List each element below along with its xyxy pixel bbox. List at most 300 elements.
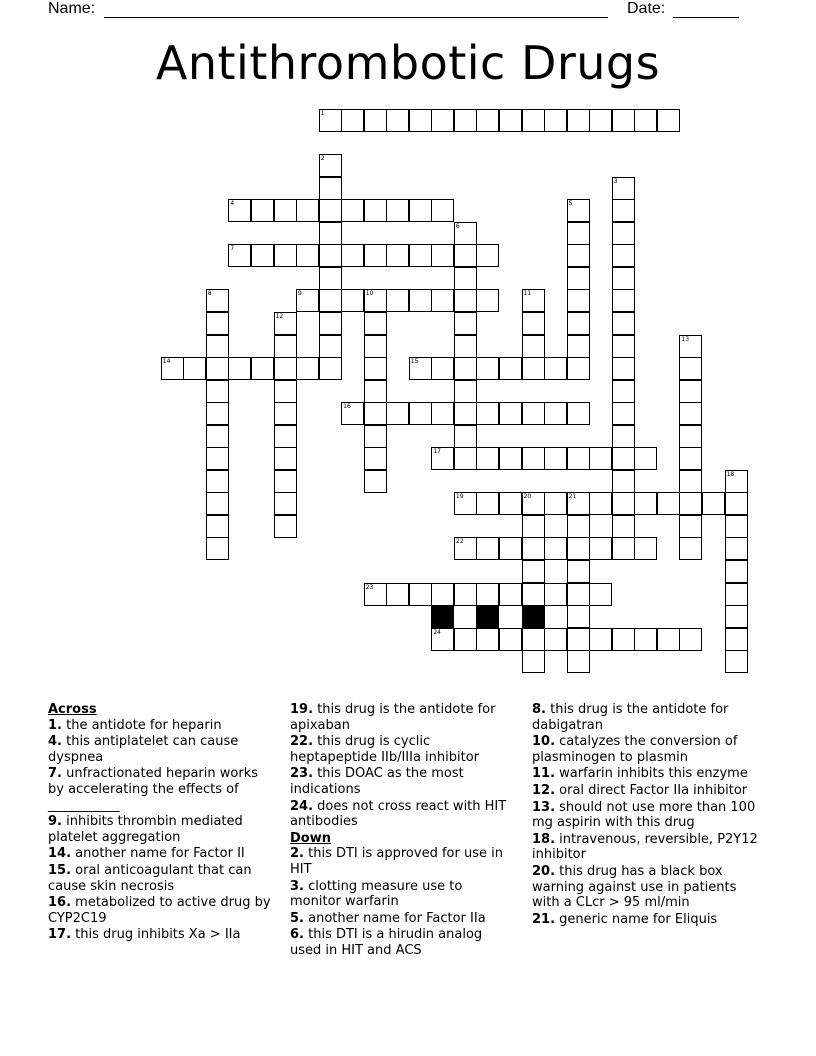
grid-cell[interactable] <box>341 199 364 222</box>
grid-cell[interactable] <box>476 289 499 312</box>
grid-cell[interactable] <box>544 357 567 380</box>
grid-cell[interactable] <box>725 583 748 606</box>
grid-cell[interactable] <box>251 357 274 380</box>
grid-cell[interactable] <box>476 492 499 515</box>
grid-cell[interactable] <box>567 402 590 425</box>
grid-cell[interactable] <box>679 380 702 403</box>
grid-cell[interactable] <box>679 357 702 380</box>
clue-number-label: 22. <box>290 734 314 750</box>
grid-cell[interactable] <box>386 289 409 312</box>
grid-cell[interactable] <box>454 357 477 380</box>
clue-number: 22 <box>455 538 464 546</box>
grid-cell[interactable] <box>341 109 364 132</box>
grid-cell[interactable] <box>634 109 657 132</box>
clue-item <box>48 814 273 845</box>
grid-cell[interactable] <box>341 244 364 267</box>
grid-cell[interactable] <box>612 515 635 538</box>
grid-cell[interactable] <box>364 470 387 493</box>
clue-number: 20 <box>523 493 532 501</box>
grid-cell[interactable] <box>206 492 229 515</box>
grid-cell[interactable] <box>409 289 432 312</box>
clue-item <box>532 702 767 733</box>
grid-cell[interactable] <box>476 357 499 380</box>
grid-cell[interactable] <box>206 425 229 448</box>
clue-item <box>48 895 273 926</box>
clue-number: 9 <box>298 290 302 298</box>
grid-cell[interactable] <box>725 628 748 651</box>
grid-cell[interactable] <box>386 583 409 606</box>
grid-cell[interactable] <box>161 357 184 380</box>
grid-cell[interactable] <box>522 583 545 606</box>
grid-cell[interactable] <box>612 177 635 200</box>
grid-cell[interactable] <box>612 109 635 132</box>
clues-column-3 <box>532 702 767 928</box>
grid-cell[interactable] <box>544 402 567 425</box>
grid-cell[interactable] <box>183 357 206 380</box>
grid-cell[interactable] <box>274 425 297 448</box>
grid-cell[interactable] <box>454 402 477 425</box>
grid-cell[interactable] <box>319 357 342 380</box>
grid-cell[interactable] <box>567 583 590 606</box>
grid-cell[interactable] <box>544 109 567 132</box>
clue-number: 24 <box>433 628 441 636</box>
grid-cell[interactable] <box>431 244 454 267</box>
clue-number: 5 <box>568 200 573 208</box>
grid-cell[interactable] <box>589 492 612 515</box>
grid-cell[interactable] <box>657 109 680 132</box>
clue-item <box>290 846 515 877</box>
clue-text: this DOAC as the most indications <box>290 766 464 797</box>
grid-cell[interactable] <box>319 289 342 312</box>
grid-cell[interactable] <box>409 402 432 425</box>
grid-cell[interactable] <box>544 583 567 606</box>
grid-cell[interactable] <box>612 628 635 651</box>
grid-cell[interactable] <box>634 537 657 560</box>
grid-cell[interactable] <box>567 244 590 267</box>
grid-cell[interactable] <box>634 628 657 651</box>
grid-cell[interactable] <box>522 492 545 515</box>
grid-cell[interactable] <box>725 492 748 515</box>
clue-number: 19 <box>455 493 464 501</box>
grid-cell[interactable] <box>612 470 635 493</box>
grid-cell[interactable] <box>319 199 342 222</box>
grid-cell[interactable] <box>679 335 702 358</box>
black-square <box>431 605 454 628</box>
clue-text: another name for Factor IIa <box>303 910 486 926</box>
clue-number: 11 <box>523 290 532 298</box>
clue-number: 2 <box>320 155 325 163</box>
grid-cell[interactable] <box>725 470 748 493</box>
grid-cell[interactable] <box>319 244 342 267</box>
grid-cell[interactable] <box>319 267 342 290</box>
grid-cell[interactable] <box>522 560 545 583</box>
clue-number-label: 1. <box>48 717 62 733</box>
grid-cell[interactable] <box>274 470 297 493</box>
grid-cell[interactable] <box>544 447 567 470</box>
clue-item <box>532 734 767 765</box>
grid-cell[interactable] <box>274 357 297 380</box>
grid-cell[interactable] <box>409 109 432 132</box>
grid-cell[interactable] <box>679 537 702 560</box>
clue-item <box>532 800 767 831</box>
grid-cell[interactable] <box>454 222 477 245</box>
grid-cell[interactable] <box>274 244 297 267</box>
across-heading: Across <box>48 702 97 717</box>
grid-cell[interactable] <box>725 515 748 538</box>
clue-text: this DTI is approved for use in HIT <box>290 846 503 877</box>
clue-number: 3 <box>613 177 618 185</box>
grid-cell[interactable] <box>274 380 297 403</box>
grid-cell[interactable] <box>679 402 702 425</box>
grid-cell[interactable] <box>431 199 454 222</box>
clue-item <box>290 702 515 733</box>
grid-cell[interactable] <box>522 628 545 651</box>
clue-number-label: 9. <box>48 814 62 830</box>
grid-cell[interactable] <box>206 289 229 312</box>
grid-cell[interactable] <box>567 222 590 245</box>
grid-cell[interactable] <box>364 380 387 403</box>
grid-cell[interactable] <box>544 628 567 651</box>
grid-cell[interactable] <box>409 244 432 267</box>
clue-item <box>48 718 273 734</box>
clue-number-label: 15. <box>48 862 72 878</box>
grid-cell[interactable] <box>589 583 612 606</box>
clue-number-label: 23. <box>290 766 314 782</box>
grid-cell[interactable] <box>589 109 612 132</box>
grid-cell[interactable] <box>228 244 251 267</box>
clue-item <box>532 783 767 799</box>
clue-number: 14 <box>162 358 171 366</box>
grid-cell[interactable] <box>454 289 477 312</box>
clue-text: this DTI is a hirudin analog used in HIT and ACS <box>290 927 483 958</box>
clue-item <box>290 766 515 797</box>
grid-cell[interactable] <box>567 628 590 651</box>
grid-cell[interactable] <box>476 583 499 606</box>
grid-cell[interactable] <box>567 199 590 222</box>
clue-item <box>532 864 767 911</box>
grid-cell[interactable] <box>476 537 499 560</box>
clue-number: 21 <box>568 493 577 501</box>
clue-number-label: 16. <box>48 895 72 911</box>
clue-text: inhibits thrombin mediated platelet aggregation <box>48 814 243 845</box>
grid-cell[interactable] <box>679 470 702 493</box>
clue-number-label: 11. <box>532 766 556 782</box>
grid-cell[interactable] <box>274 335 297 358</box>
clue-item <box>290 879 515 910</box>
clue-text: the antidote for heparin <box>61 717 222 733</box>
grid-cell[interactable] <box>274 199 297 222</box>
grid-cell[interactable] <box>567 560 590 583</box>
grid-cell[interactable] <box>454 492 477 515</box>
grid-cell[interactable] <box>206 470 229 493</box>
grid-cell[interactable] <box>319 222 342 245</box>
clue-number: 6 <box>455 222 460 230</box>
grid-cell[interactable] <box>274 312 297 335</box>
grid-cell[interactable] <box>612 380 635 403</box>
grid-cell[interactable] <box>476 447 499 470</box>
grid-cell[interactable] <box>409 583 432 606</box>
grid-cell[interactable] <box>522 109 545 132</box>
grid-cell[interactable] <box>499 109 522 132</box>
grid-cell[interactable] <box>364 447 387 470</box>
grid-cell[interactable] <box>274 447 297 470</box>
clue-number: 16 <box>343 403 351 411</box>
clue-number: 1 <box>320 110 325 117</box>
grid-cell[interactable] <box>657 492 680 515</box>
grid-cell[interactable] <box>341 289 364 312</box>
grid-cell[interactable] <box>567 650 590 673</box>
grid-cell[interactable] <box>589 537 612 560</box>
grid-cell[interactable] <box>679 628 702 651</box>
grid-cell[interactable] <box>612 357 635 380</box>
grid-cell[interactable] <box>296 199 319 222</box>
grid-cell[interactable] <box>319 335 342 358</box>
grid-cell[interactable] <box>567 289 590 312</box>
clue-text: intravenous, reversible, P2Y12 inhibitor <box>532 831 758 863</box>
grid-cell[interactable] <box>522 537 545 560</box>
grid-cell[interactable] <box>589 447 612 470</box>
grid-cell[interactable] <box>454 267 477 290</box>
grid-cell[interactable] <box>679 425 702 448</box>
clue-number-label: 12. <box>532 782 556 798</box>
grid-cell[interactable] <box>431 402 454 425</box>
clue-number-label: 20. <box>532 863 556 879</box>
clue-number: 8 <box>207 290 212 298</box>
grid-cell[interactable] <box>476 402 499 425</box>
grid-cell[interactable] <box>499 402 522 425</box>
grid-cell[interactable] <box>454 109 477 132</box>
grid-cell[interactable] <box>296 289 319 312</box>
grid-cell[interactable] <box>657 628 680 651</box>
grid-cell[interactable] <box>251 244 274 267</box>
clue-text: metabolized to active drug by CYP2C19 <box>48 895 271 926</box>
grid-cell[interactable] <box>567 312 590 335</box>
grid-cell[interactable] <box>319 312 342 335</box>
grid-cell[interactable] <box>364 335 387 358</box>
grid-cell[interactable] <box>522 312 545 335</box>
clue-text: does not cross react with HIT antibodies <box>290 798 507 830</box>
grid-cell[interactable] <box>386 199 409 222</box>
grid-cell[interactable] <box>319 154 342 177</box>
grid-cell[interactable] <box>679 447 702 470</box>
grid-cell[interactable] <box>544 537 567 560</box>
grid-cell[interactable] <box>319 109 342 132</box>
grid-cell[interactable] <box>612 537 635 560</box>
grid-cell[interactable] <box>522 650 545 673</box>
grid-cell[interactable] <box>386 109 409 132</box>
grid-cell[interactable] <box>612 492 635 515</box>
grid-cell[interactable] <box>251 199 274 222</box>
clue-number: 23 <box>365 583 374 591</box>
clue-number-label: 6. <box>290 927 304 943</box>
grid-cell[interactable] <box>296 357 319 380</box>
grid-cell[interactable] <box>544 492 567 515</box>
grid-cell[interactable] <box>589 628 612 651</box>
grid-cell[interactable] <box>499 583 522 606</box>
grid-cell[interactable] <box>206 357 229 380</box>
grid-cell[interactable] <box>499 447 522 470</box>
clue-item <box>290 927 515 958</box>
clues-column-2 <box>290 702 515 960</box>
page-title: Antithrombotic Drugs <box>155 36 661 90</box>
grid-cell[interactable] <box>228 199 251 222</box>
grid-cell[interactable] <box>522 357 545 380</box>
clue-number-label: 3. <box>290 878 304 894</box>
clue-number-label: 8. <box>532 702 546 717</box>
grid-cell[interactable] <box>567 335 590 358</box>
grid-cell[interactable] <box>454 628 477 651</box>
grid-cell[interactable] <box>206 312 229 335</box>
clue-number: 10 <box>365 290 374 298</box>
grid-cell[interactable] <box>725 560 748 583</box>
clue-item <box>532 912 767 928</box>
clue-number: 18 <box>726 470 735 478</box>
grid-cell[interactable] <box>612 447 635 470</box>
clue-item <box>532 832 767 863</box>
grid-cell[interactable] <box>454 425 477 448</box>
grid-cell[interactable] <box>679 492 702 515</box>
grid-cell[interactable] <box>567 357 590 380</box>
grid-cell[interactable] <box>522 402 545 425</box>
grid-cell[interactable] <box>499 357 522 380</box>
grid-cell[interactable] <box>567 515 590 538</box>
clue-text: this drug has a black box warning against use in patients with a CLcr > 95 ml/min <box>532 863 737 911</box>
clue-item <box>532 766 767 782</box>
grid-cell[interactable] <box>274 402 297 425</box>
clue-number: 13 <box>681 335 690 343</box>
grid-cell[interactable] <box>274 515 297 538</box>
grid-cell[interactable] <box>612 267 635 290</box>
grid-cell[interactable] <box>319 177 342 200</box>
grid-cell[interactable] <box>612 199 635 222</box>
grid-cell[interactable] <box>476 628 499 651</box>
grid-cell[interactable] <box>634 492 657 515</box>
grid-cell[interactable] <box>364 244 387 267</box>
grid-cell[interactable] <box>206 380 229 403</box>
grid-cell[interactable] <box>454 312 477 335</box>
grid-cell[interactable] <box>567 605 590 628</box>
grid-cell[interactable] <box>522 515 545 538</box>
grid-cell[interactable] <box>206 402 229 425</box>
grid-cell[interactable] <box>522 447 545 470</box>
grid-cell[interactable] <box>454 447 477 470</box>
grid-cell[interactable] <box>296 244 319 267</box>
grid-cell[interactable] <box>725 605 748 628</box>
grid-cell[interactable] <box>612 289 635 312</box>
grid-cell[interactable] <box>341 402 364 425</box>
grid-cell[interactable] <box>454 537 477 560</box>
clue-item <box>290 799 515 830</box>
clue-text: oral direct Factor IIa inhibitor <box>555 782 748 798</box>
grid-cell[interactable] <box>274 492 297 515</box>
grid-cell[interactable] <box>409 357 432 380</box>
grid-cell[interactable] <box>364 425 387 448</box>
grid-cell[interactable] <box>612 312 635 335</box>
clue-item <box>48 766 273 813</box>
grid-cell[interactable] <box>454 380 477 403</box>
grid-cell[interactable] <box>679 515 702 538</box>
grid-cell[interactable] <box>431 447 454 470</box>
clue-number: 17 <box>433 448 441 456</box>
grid-cell[interactable] <box>364 402 387 425</box>
grid-cell[interactable] <box>431 289 454 312</box>
grid-cell[interactable] <box>431 583 454 606</box>
grid-cell[interactable] <box>567 447 590 470</box>
grid-cell[interactable] <box>386 402 409 425</box>
clue-number-label: 4. <box>48 734 62 750</box>
grid-cell[interactable] <box>476 244 499 267</box>
clue-text: warfarin inhibits this enzyme <box>555 766 748 782</box>
grid-cell[interactable] <box>612 222 635 245</box>
clue-number-label: 18. <box>532 831 556 847</box>
grid-cell[interactable] <box>364 109 387 132</box>
clue-number-label: 2. <box>290 846 304 862</box>
grid-cell[interactable] <box>364 312 387 335</box>
clue-text: unfractionated heparin works by accelerating the effects of ___________ <box>48 766 258 813</box>
grid-cell[interactable] <box>228 357 251 380</box>
date-label: Date: <box>627 0 666 17</box>
grid-cell[interactable] <box>454 244 477 267</box>
grid-cell[interactable] <box>499 628 522 651</box>
grid-cell[interactable] <box>612 244 635 267</box>
clues-column-1 <box>48 702 273 944</box>
grid-cell[interactable] <box>634 447 657 470</box>
grid-cell[interactable] <box>612 335 635 358</box>
grid-cell[interactable] <box>386 244 409 267</box>
grid-cell[interactable] <box>206 537 229 560</box>
grid-cell[interactable] <box>612 425 635 448</box>
grid-cell[interactable] <box>364 357 387 380</box>
grid-cell[interactable] <box>364 289 387 312</box>
grid-cell[interactable] <box>206 447 229 470</box>
grid-cell[interactable] <box>567 492 590 515</box>
grid-cell[interactable] <box>499 537 522 560</box>
grid-cell[interactable] <box>725 650 748 673</box>
clue-number-label: 13. <box>532 799 556 815</box>
clue-number-label: 21. <box>532 911 556 927</box>
grid-cell[interactable] <box>206 515 229 538</box>
grid-cell[interactable] <box>364 583 387 606</box>
clue-text: oral anticoagulant that can cause skin necrosis <box>48 862 252 894</box>
grid-cell[interactable] <box>725 537 748 560</box>
grid-cell[interactable] <box>612 402 635 425</box>
down-heading: Down <box>290 830 331 846</box>
grid-cell[interactable] <box>431 357 454 380</box>
clue-text: another name for Factor II <box>71 846 245 862</box>
black-square <box>522 605 545 628</box>
grid-cell[interactable] <box>431 109 454 132</box>
grid-cell[interactable] <box>476 109 499 132</box>
grid-cell[interactable] <box>206 335 229 358</box>
grid-cell[interactable] <box>702 492 725 515</box>
grid-cell[interactable] <box>522 335 545 358</box>
clue-item <box>48 927 273 943</box>
clue-number-label: 5. <box>290 910 304 926</box>
grid-cell[interactable] <box>567 109 590 132</box>
grid-cell[interactable] <box>454 583 477 606</box>
grid-cell[interactable] <box>454 335 477 358</box>
grid-cell[interactable] <box>364 199 387 222</box>
clue-number-label: 19. <box>290 702 314 717</box>
clue-number-label: 10. <box>532 734 556 750</box>
grid-cell[interactable] <box>522 289 545 312</box>
clue-item <box>48 846 273 862</box>
grid-cell[interactable] <box>431 628 454 651</box>
grid-cell[interactable] <box>567 267 590 290</box>
grid-cell[interactable] <box>499 492 522 515</box>
grid-cell[interactable] <box>567 537 590 560</box>
grid-cell[interactable] <box>409 199 432 222</box>
